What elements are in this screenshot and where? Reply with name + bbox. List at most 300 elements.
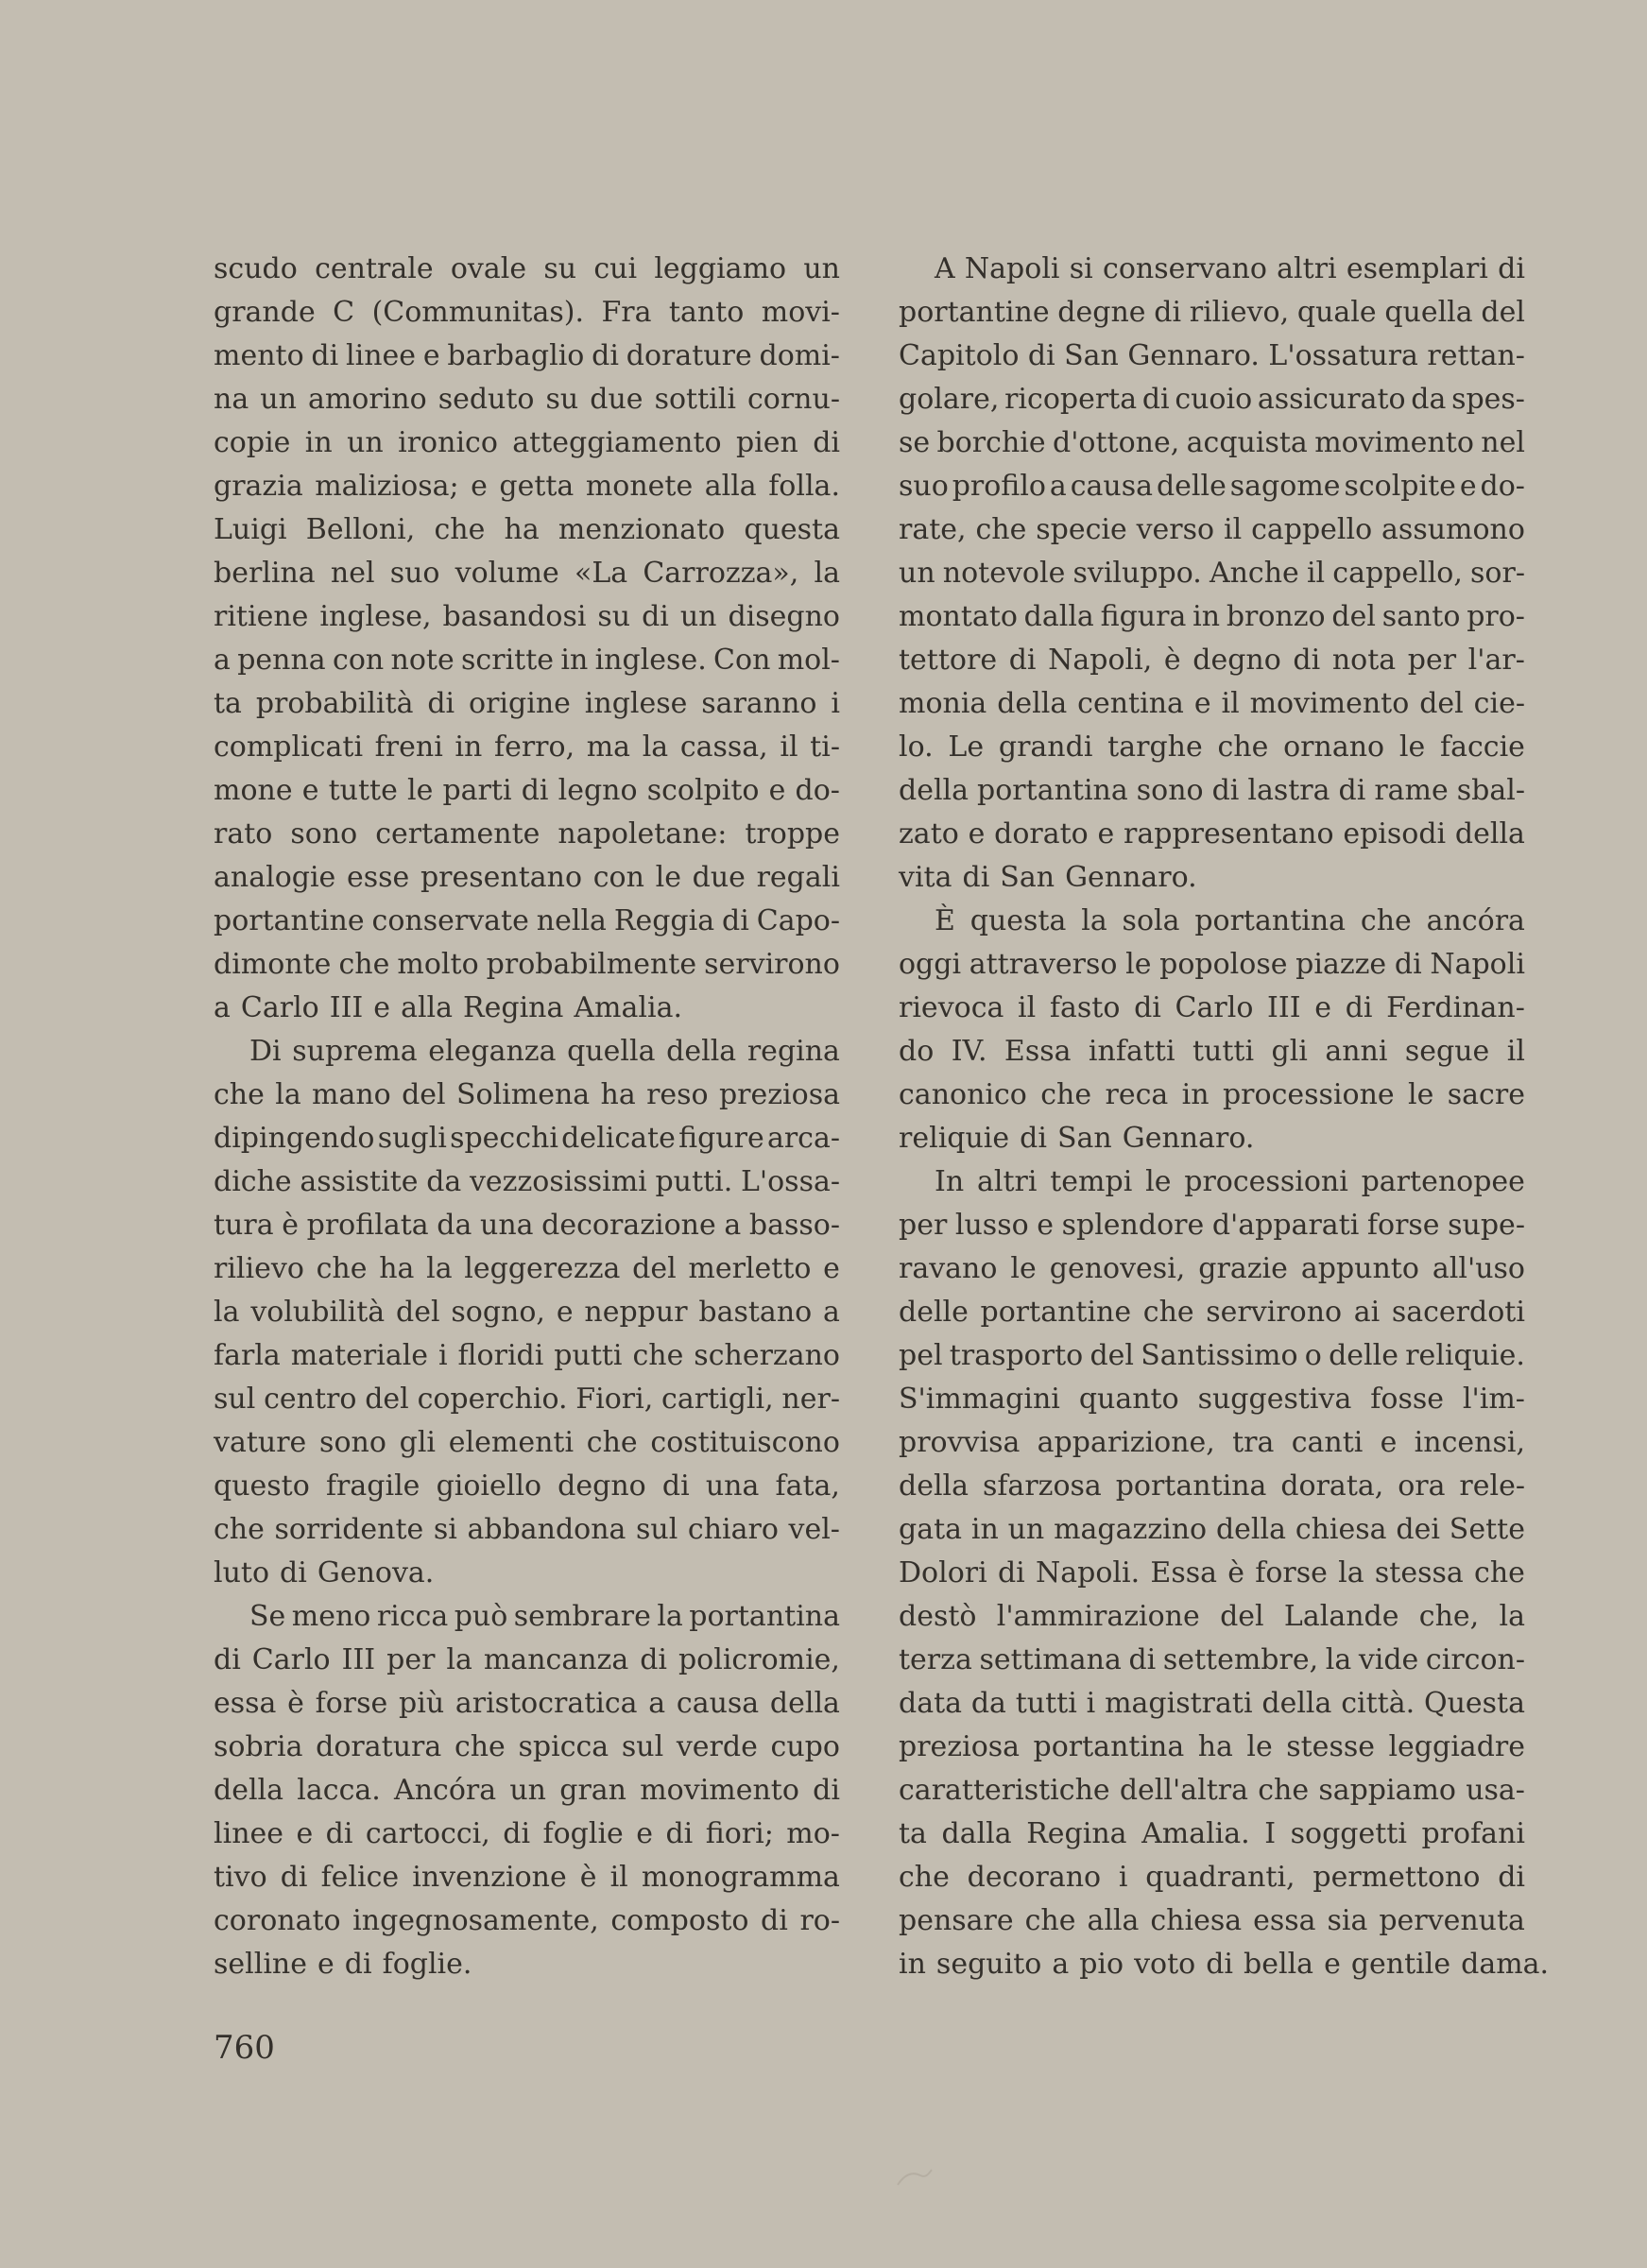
text-word: centina: [1077, 687, 1184, 720]
text-word: felice: [320, 1861, 400, 1894]
text-word: due: [692, 861, 746, 894]
text-word: rievoca: [899, 991, 1004, 1024]
text-line: [214, 1639, 840, 1682]
text-word: i: [438, 1339, 448, 1372]
text-word: che: [316, 1252, 368, 1285]
text-word: degne: [1057, 296, 1146, 329]
text-word: il: [1506, 1035, 1525, 1068]
text-word: napoletane:: [558, 817, 728, 850]
text-word: di: [661, 1469, 690, 1503]
text-word: bronzo: [1226, 600, 1326, 633]
text-word: l'im-: [1462, 1383, 1525, 1416]
text-word: grazie: [1198, 1252, 1288, 1285]
text-word: meno: [291, 1600, 371, 1633]
text-word: Lalande: [1283, 1600, 1399, 1633]
text-word: III: [329, 991, 364, 1024]
text-word: aristocratica: [455, 1687, 638, 1720]
text-word: sobria: [214, 1730, 303, 1763]
text-word: è: [1227, 1556, 1245, 1589]
text-word: presentano: [420, 861, 583, 894]
text-word: «La: [574, 557, 628, 590]
text-word: la: [446, 1643, 472, 1676]
text-line: [899, 900, 1525, 943]
text-word: leggiadre: [1388, 1730, 1525, 1763]
text-word: di: [1206, 1948, 1234, 1981]
text-line: [214, 1160, 840, 1204]
text-word: popolose: [1159, 948, 1288, 981]
text-word: genovesi,: [1049, 1252, 1186, 1285]
text-word: di: [521, 774, 549, 807]
text-word: movimento: [640, 1774, 799, 1807]
text-word: su: [545, 383, 579, 416]
text-line: [899, 987, 1525, 1030]
text-word: figura: [1100, 600, 1187, 633]
text-word: e: [301, 774, 319, 807]
text-word: mento: [214, 339, 304, 372]
text-word: movi-: [761, 296, 840, 329]
text-word: sfarzosa: [982, 1469, 1102, 1503]
text-word: linee: [214, 1817, 284, 1850]
text-word: inglese,: [319, 600, 432, 633]
text-word: dorature: [626, 339, 752, 372]
text-word: di: [640, 1643, 667, 1676]
text-line: [214, 856, 840, 900]
text-word: foglie.: [382, 1948, 472, 1981]
text-word: chiesa: [1150, 1904, 1243, 1937]
text-line: [214, 595, 840, 639]
text-word: della: [899, 1469, 969, 1503]
text-word: della: [1261, 1687, 1332, 1720]
text-word: della: [1454, 817, 1525, 850]
text-word: gran: [559, 1774, 626, 1807]
text-word: vezzosissimi: [469, 1165, 647, 1198]
text-word: cappello,: [1332, 557, 1463, 590]
text-word: putti.: [655, 1165, 733, 1198]
text-word: gli: [399, 1426, 437, 1459]
text-word: d'ottone,: [1052, 426, 1180, 459]
text-word: di: [503, 1817, 531, 1850]
text-word: forse: [1366, 1209, 1440, 1242]
text-word: che: [1217, 730, 1269, 764]
text-word: putti: [554, 1339, 623, 1372]
text-word: e: [1324, 1948, 1341, 1981]
text-word: l'ar-: [1467, 644, 1525, 677]
text-word: con: [333, 644, 385, 677]
text-line: [214, 1552, 840, 1595]
text-word: della: [997, 687, 1068, 720]
text-word: del: [396, 1296, 440, 1329]
text-word: Le: [948, 730, 985, 764]
text-line: [214, 291, 840, 335]
text-word: che: [1474, 1556, 1525, 1589]
text-word: ha: [1197, 1730, 1233, 1763]
text-line: [214, 1291, 840, 1334]
text-word: che: [975, 513, 1027, 546]
text-word: fiori;: [705, 1817, 774, 1850]
text-word: Napoli: [1430, 948, 1525, 981]
text-word: attraverso: [969, 948, 1118, 981]
text-word: su: [543, 252, 577, 285]
text-word: Questa: [1423, 1687, 1525, 1720]
text-word: chiaro: [687, 1513, 779, 1546]
text-word: portantina: [689, 1600, 840, 1633]
text-word: cui: [593, 252, 638, 285]
text-line: [214, 1074, 840, 1117]
text-word: partenopee: [1361, 1165, 1525, 1198]
text-word: altri: [1277, 252, 1337, 285]
text-line: [214, 682, 840, 726]
text-word: Regina: [463, 991, 564, 1024]
text-word: alla: [401, 991, 454, 1024]
text-word: un: [803, 252, 840, 285]
text-word: città.: [1341, 1687, 1415, 1720]
text-line: [899, 378, 1525, 421]
text-word: atteggiamento: [512, 426, 722, 459]
text-word: che: [1040, 1078, 1092, 1111]
text-word: di: [722, 904, 749, 937]
text-word: dell'altra: [1119, 1774, 1249, 1807]
text-word: che: [586, 1426, 638, 1459]
text-word: preziosa: [718, 1078, 840, 1111]
text-line: [899, 1813, 1525, 1856]
text-word: selline: [214, 1948, 308, 1981]
text-word: molto: [397, 948, 479, 981]
text-word: e: [556, 1296, 574, 1329]
text-line: [214, 639, 840, 682]
text-word: soggetti: [1290, 1817, 1407, 1850]
text-word: Napoli,: [1048, 644, 1153, 677]
text-word: a: [214, 644, 231, 677]
text-word: L'ossa-: [740, 1165, 840, 1198]
text-word: le: [1125, 948, 1152, 981]
text-word: pensare: [899, 1904, 1014, 1937]
text-word: Napoli.: [1036, 1556, 1141, 1589]
text-line: [214, 1682, 840, 1726]
text-word: suprema: [292, 1035, 418, 1068]
text-line: [899, 1552, 1525, 1595]
text-word: assistite: [300, 1165, 419, 1198]
text-word: portantine: [899, 296, 1050, 329]
text-word: incensi,: [1414, 1426, 1525, 1459]
text-word: floridi: [457, 1339, 544, 1372]
text-word: la: [814, 557, 840, 590]
text-word: i: [1086, 1687, 1096, 1720]
text-word: e: [1193, 687, 1211, 720]
text-word: ricoperta: [1004, 383, 1138, 416]
text-word: vature: [214, 1426, 307, 1459]
text-word: Gennaro.: [1065, 861, 1197, 894]
text-word: le: [406, 774, 434, 807]
text-word: le: [655, 861, 681, 894]
text-word: e: [471, 470, 488, 503]
text-word: Fra: [601, 296, 652, 329]
text-word: sono: [319, 1426, 386, 1459]
text-word: a: [1049, 470, 1067, 503]
text-word: dorato: [994, 817, 1089, 850]
text-word: tutte: [328, 774, 398, 807]
text-word: stesse: [1286, 1730, 1375, 1763]
text-line: [214, 1247, 840, 1291]
text-line: [214, 1204, 840, 1247]
text-line: [899, 1508, 1525, 1552]
text-word: A: [935, 252, 955, 285]
text-word: reca: [1105, 1078, 1169, 1111]
text-word: inglese.: [594, 644, 707, 677]
text-word: nota: [1331, 644, 1397, 677]
text-word: do: [899, 1035, 935, 1068]
text-word: il: [1018, 991, 1037, 1024]
text-word: di: [1394, 948, 1422, 981]
text-line: [899, 1378, 1525, 1421]
text-word: sugli: [377, 1122, 447, 1155]
text-line: [899, 1769, 1525, 1813]
text-word: sacre: [1447, 1078, 1525, 1111]
text-line: [899, 1726, 1525, 1769]
text-word: del: [402, 1078, 446, 1111]
text-word: Di: [249, 1035, 282, 1068]
text-word: processione: [1222, 1078, 1395, 1111]
text-word: ma: [586, 730, 631, 764]
text-word: borchie: [936, 426, 1046, 459]
text-word: nel: [1481, 426, 1525, 459]
text-word: S'immagini: [899, 1383, 1060, 1416]
text-word: rilievo: [214, 1252, 304, 1285]
text-word: sul: [636, 1513, 678, 1546]
text-line: [899, 508, 1525, 552]
text-word: cupo: [770, 1730, 840, 1763]
text-word: tettore: [899, 644, 998, 677]
text-word: di: [1211, 774, 1240, 807]
text-word: di: [1020, 1122, 1047, 1155]
text-word: e: [373, 991, 391, 1024]
text-word: profani: [1421, 1817, 1525, 1850]
text-word: caratteristiche: [899, 1774, 1110, 1807]
text-word: vel-: [788, 1513, 840, 1546]
text-line: [214, 1465, 840, 1508]
text-word: chiesa: [1295, 1513, 1387, 1546]
text-word: assicurato: [1257, 383, 1406, 416]
text-word: di: [1338, 774, 1366, 807]
text-line: [214, 248, 840, 291]
text-word: che: [1258, 1774, 1310, 1807]
text-line: [899, 1899, 1525, 1943]
text-word: processioni: [1184, 1165, 1348, 1198]
text-word: tanto: [668, 296, 745, 329]
text-line: [214, 1508, 840, 1552]
text-word: certamente: [375, 817, 540, 850]
text-word: questo: [214, 1469, 310, 1503]
text-word: Con: [713, 644, 771, 677]
text-word: da: [970, 1687, 1006, 1720]
text-word: vide: [1358, 1643, 1419, 1676]
text-line: [214, 900, 840, 943]
text-word: saranno: [701, 687, 817, 720]
text-line: [899, 1247, 1525, 1291]
text-word: servirono: [704, 948, 840, 981]
text-word: I: [1264, 1817, 1277, 1850]
text-word: piazze: [1295, 948, 1387, 981]
text-word: settembre,: [1162, 1643, 1319, 1676]
text-word: delle: [899, 1296, 969, 1329]
text-word: fata,: [775, 1469, 840, 1503]
text-word: seguito: [935, 1948, 1042, 1981]
text-word: alla: [1087, 1904, 1140, 1937]
text-line: [899, 726, 1525, 769]
text-word: forse: [1255, 1556, 1328, 1589]
text-word: e: [968, 817, 986, 850]
text-word: delle: [1156, 470, 1227, 503]
text-word: ta: [214, 687, 242, 720]
text-word: origine: [469, 687, 571, 720]
text-line: [214, 813, 840, 856]
text-word: a: [214, 991, 231, 1024]
text-word: di: [1498, 252, 1525, 285]
text-word: legno: [558, 774, 638, 807]
text-word: la: [1338, 1556, 1364, 1589]
text-word: in: [304, 426, 333, 459]
text-word: della: [666, 1035, 737, 1068]
text-word: da: [1411, 383, 1447, 416]
text-line: [899, 1291, 1525, 1334]
text-line: [214, 1030, 840, 1074]
text-word: gentile: [1350, 1948, 1451, 1981]
text-word: di: [1134, 991, 1161, 1024]
text-word: terza: [899, 1643, 972, 1676]
text-word: dipingendo: [214, 1122, 375, 1155]
text-word: e: [1097, 817, 1115, 850]
text-word: di: [1293, 644, 1321, 677]
text-word: note: [390, 644, 455, 677]
text-word: ti-: [810, 730, 840, 764]
text-word: di: [344, 1948, 372, 1981]
text-word: specie: [1036, 513, 1127, 546]
text-word: o: [1304, 1339, 1322, 1372]
text-word: del: [365, 1383, 409, 1416]
text-word: rettan-: [1427, 339, 1525, 372]
text-word: Gennaro.: [1127, 339, 1260, 372]
text-line: [899, 682, 1525, 726]
text-word: è: [579, 1861, 597, 1894]
text-word: di: [997, 1556, 1025, 1589]
text-line: [214, 1769, 840, 1813]
text-word: per: [1407, 644, 1457, 677]
text-word: rate,: [899, 513, 967, 546]
text-word: e: [1459, 470, 1477, 503]
text-word: il: [1223, 513, 1243, 546]
text-word: do-: [1480, 470, 1525, 503]
text-word: gli: [1271, 1035, 1308, 1068]
text-word: sappiamo: [1318, 1774, 1456, 1807]
text-word: che: [454, 1730, 506, 1763]
text-word: San: [1000, 861, 1055, 894]
text-line: [899, 1160, 1525, 1204]
text-word: ovale: [450, 252, 527, 285]
text-word: ornano: [1283, 730, 1385, 764]
text-word: in: [1192, 600, 1221, 633]
text-word: in: [899, 1948, 926, 1981]
text-word: cuoio: [1175, 383, 1253, 416]
text-word: sul: [214, 1383, 256, 1416]
text-word: dei: [1396, 1513, 1440, 1546]
text-word: probabilmente: [486, 948, 697, 981]
text-word: di: [1027, 339, 1055, 372]
text-line: [214, 1899, 840, 1943]
text-word: regali: [756, 861, 840, 894]
text-line: [214, 335, 840, 378]
text-word: dalla: [1023, 600, 1094, 633]
text-word: settimana: [979, 1643, 1122, 1676]
text-word: di: [1498, 1861, 1525, 1894]
text-word: la: [275, 1078, 301, 1111]
text-word: farla: [214, 1339, 281, 1372]
text-word: (Communitas).: [371, 296, 584, 329]
text-word: pien: [735, 426, 798, 459]
text-word: grazia: [214, 470, 303, 503]
text-word: con: [592, 861, 644, 894]
text-word: le: [1408, 1078, 1434, 1111]
text-word: cappello: [1251, 513, 1373, 546]
text-word: il: [1306, 557, 1326, 590]
text-word: troppe: [745, 817, 840, 850]
text-word: verso: [1136, 513, 1215, 546]
text-word: suggestiva: [1197, 1383, 1352, 1416]
text-word: e: [422, 339, 440, 372]
text-word: a: [823, 1296, 840, 1329]
text-word: le: [1145, 1165, 1172, 1198]
text-word: alla: [704, 470, 757, 503]
text-word: Solimena: [455, 1078, 591, 1111]
text-word: di: [311, 339, 339, 372]
text-word: in: [970, 1513, 999, 1546]
text-word: volubilità: [250, 1296, 386, 1329]
text-word: lacca.: [297, 1774, 381, 1807]
text-word: di: [427, 687, 455, 720]
text-line: [899, 856, 1525, 900]
text-word: fragile: [325, 1469, 420, 1503]
text-word: di: [325, 1817, 353, 1850]
text-word: sono: [290, 817, 358, 850]
text-word: Sette: [1449, 1513, 1525, 1546]
text-line: [899, 335, 1525, 378]
text-line: [214, 1378, 840, 1421]
text-word: luto: [214, 1556, 270, 1589]
text-word: che: [214, 1513, 265, 1546]
text-word: zato: [899, 817, 959, 850]
text-word: causa: [1070, 470, 1154, 503]
text-word: ravano: [899, 1252, 998, 1285]
text-word: quale: [1296, 296, 1377, 329]
text-word: barbaglio: [447, 339, 585, 372]
text-line: [214, 1726, 840, 1769]
text-word: una: [705, 1469, 760, 1503]
text-word: profilata: [306, 1209, 429, 1242]
text-word: il: [780, 730, 798, 764]
text-word: domi-: [759, 339, 840, 372]
text-line: [899, 1465, 1525, 1508]
text-word: San: [1056, 1122, 1112, 1155]
text-word: decorano: [967, 1861, 1102, 1894]
text-word: questa: [969, 904, 1067, 937]
text-word: scudo: [214, 252, 298, 285]
text-word: rato: [214, 817, 273, 850]
text-word: di: [761, 1904, 788, 1937]
text-word: Carrozza»,: [643, 557, 799, 590]
text-word: lastra: [1247, 774, 1330, 807]
text-word: di: [214, 1643, 241, 1676]
text-line: [214, 1813, 840, 1856]
text-word: le: [1398, 730, 1426, 764]
text-word: gioiello: [436, 1469, 542, 1503]
